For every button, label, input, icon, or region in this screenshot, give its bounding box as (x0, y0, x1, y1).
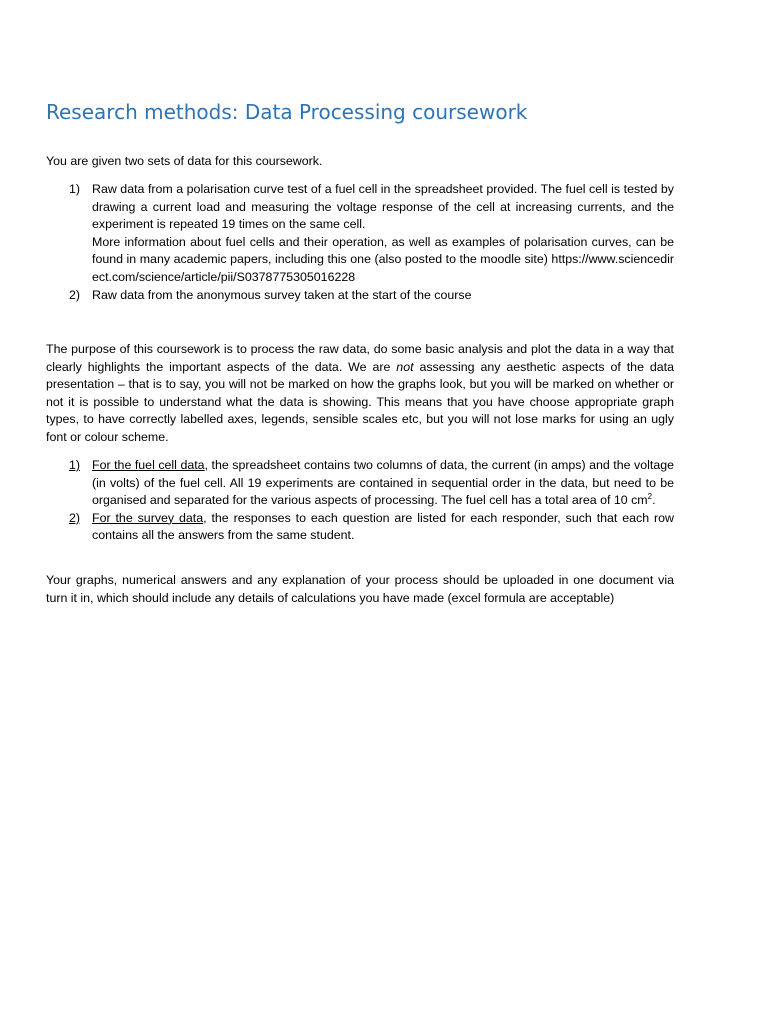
intro-paragraph: You are given two sets of data for this coursework. (46, 154, 323, 168)
detail-fuel-cell-lead: For the fuel cell data (92, 458, 205, 472)
detail-survey-text: , the responses to each question are listed for each responder, such that each row contains all the answers from the same student. (92, 510, 675, 543)
detail-fuel-cell-end: . (652, 493, 656, 508)
dataset-survey-text: Raw data from the anonymous survey taken at the start of the course (92, 287, 472, 302)
dataset-fuel-cell-text: Raw data from a polarisation curve test of a fuel cell in the spreadsheet provided. The fuel cell is tested by drawing a current load and measuring the voltage response of the cell at increasing currents, and the experiment is repeated 19 times on the same cell. (92, 182, 674, 232)
details-list (46, 457, 674, 545)
purpose-emphasis: not (396, 359, 414, 374)
detail-survey-lead: For the survey data (92, 510, 204, 525)
list-number: 2) (69, 287, 81, 302)
purpose-text-part2: assessing any aesthetic aspects of the data presentation – that is to say, you will not be marked on how the graphs look, but you will be marked on whether or not it is possible to understand what the data is showing. This means that you have choose appropriate graph types, to have correctly labelled axes, legends, sensible scales etc, but you will not lose marks for using an ugly font or colour scheme. (46, 359, 674, 444)
datasets-list (46, 181, 674, 304)
document-title: Research methods: Data Processing coursework (46, 100, 528, 124)
list-item (46, 287, 674, 305)
list-item (46, 181, 674, 287)
closing-paragraph: Your graphs, numerical answers and any explanation of your process should be uploaded in one document via turn it in, which should include any details of calculations you have made (excel formula are acceptable) (46, 573, 674, 605)
purpose-paragraph (46, 341, 674, 447)
purpose-text-part1: The purpose of this coursework is to process the raw data, do some basic analysis and plot the data in a way that clearly highlights the important aspects of the data. We are (46, 342, 674, 374)
list-number: 1) (69, 182, 81, 196)
list-item (46, 457, 674, 510)
dataset-fuel-cell-extra: More information about fuel cells and their operation, as well as examples of polarisation curves, can be found in many academic papers, including this one (also posted to the moodle site) (92, 234, 674, 267)
detail-fuel-cell-text: , the spreadsheet contains two columns of data, the current (in amps) and the voltage (in volts) of the fuel cell. All 19 experiments are contained in sequential order in the data, but need to be organised and separated for the various aspects of processing. The fuel cell has a total area of 10 cm (92, 458, 674, 508)
list-item (46, 510, 674, 545)
list-number: 1) (69, 458, 81, 472)
list-number: 2) (69, 510, 81, 525)
superscript: 2 (647, 492, 653, 502)
reference-url: https://www.sciencedirect.com/science/article/pii/S0378775305016228 (92, 252, 674, 284)
